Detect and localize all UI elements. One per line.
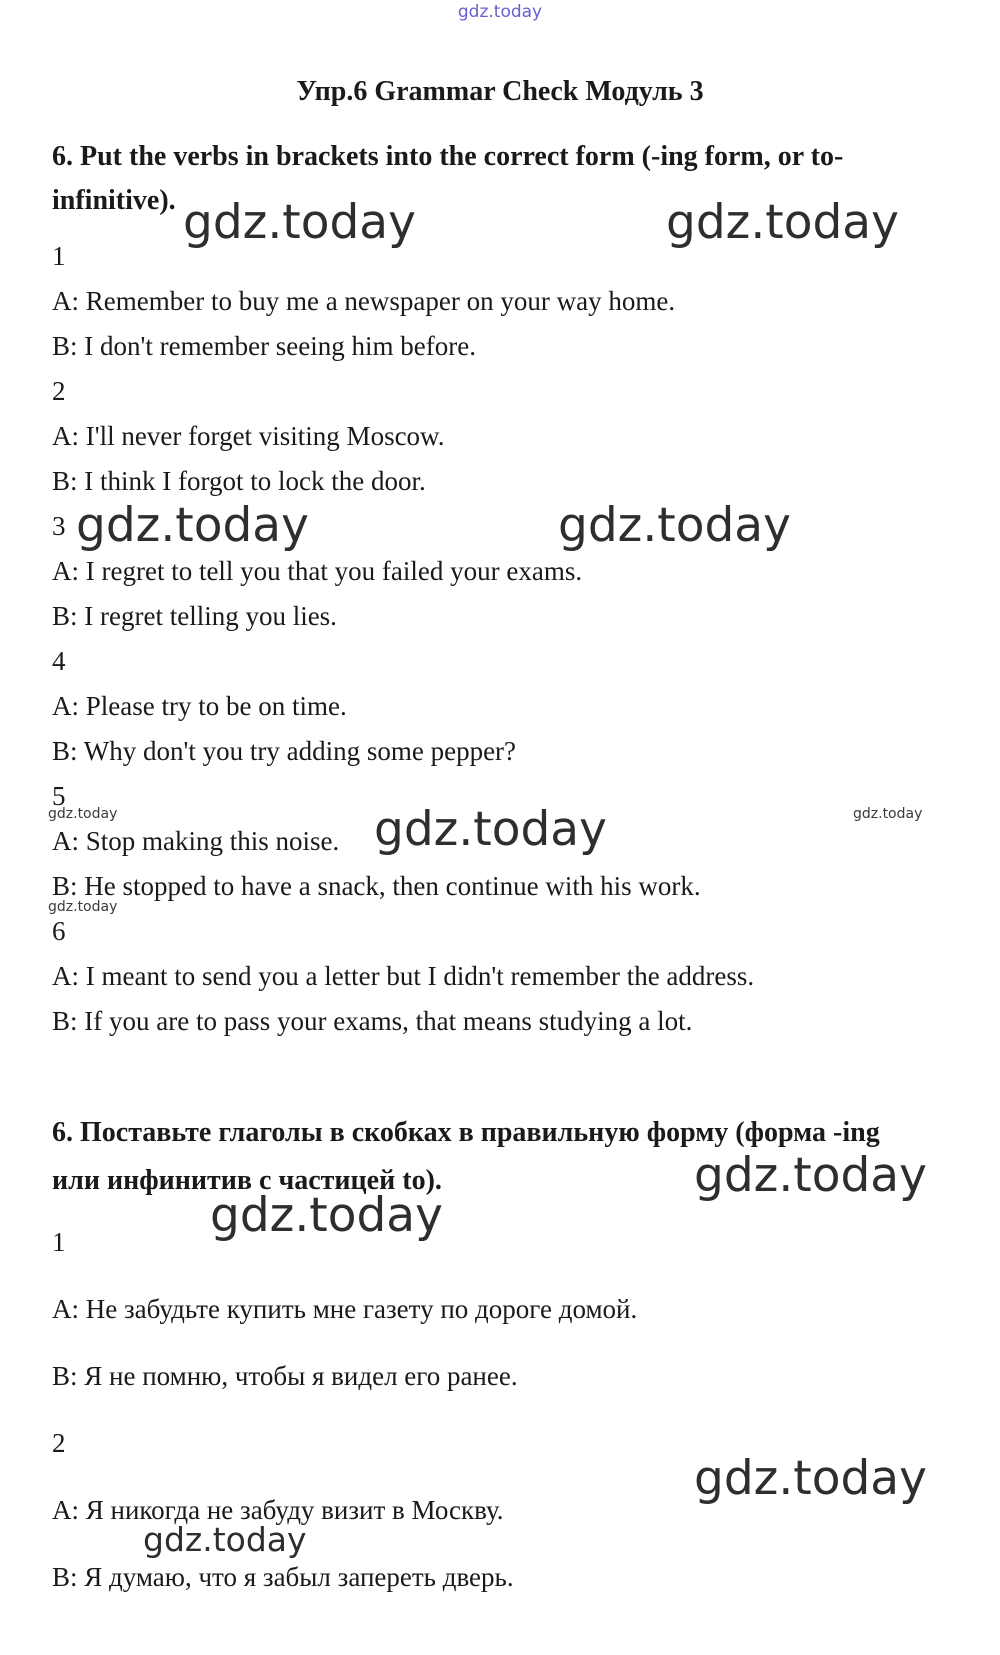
sentence-a: A: Я никогда не забуду визит в Москву. — [52, 1495, 504, 1525]
translation-heading-line-1: 6. Поставьте глаголы в скобках в правильную форму (форма -ing — [52, 1117, 880, 1148]
sentence-a: A: Stop making this noise. — [52, 826, 340, 856]
item-number: 1 — [52, 241, 66, 271]
watermark: gdz.today — [558, 498, 791, 553]
watermark: gdz.today — [183, 195, 416, 250]
item-number: 2 — [52, 1428, 66, 1458]
sentence-b: B: Я не помню, чтобы я видел его ранее. — [52, 1361, 518, 1391]
watermark-small: gdz.today — [48, 899, 118, 915]
watermark: gdz.today — [143, 1520, 307, 1559]
sentence-b: B: I regret telling you lies. — [52, 601, 337, 631]
sentence-a: A: Remember to buy me a newspaper on your way home. — [52, 286, 676, 316]
sentence-b: B: Я думаю, что я забыл запереть дверь. — [52, 1562, 514, 1592]
exercise-heading-line-2: infinitive). — [52, 185, 176, 216]
sentence-a: A: I meant to send you a letter but I didn't remember the address. — [52, 961, 755, 991]
sentence-b: B: If you are to pass your exams, that means studying a lot. — [52, 1006, 693, 1036]
watermark: gdz.today — [666, 195, 899, 250]
watermark-small: gdz.today — [48, 806, 118, 822]
item-number: 6 — [52, 916, 66, 946]
watermark-top: gdz.today — [457, 2, 543, 22]
watermark: gdz.today — [374, 802, 607, 857]
watermark-small: gdz.today — [853, 806, 923, 822]
page-title: Упр.6 Grammar Check Модуль 3 — [296, 76, 704, 107]
sentence-b: B: I don't remember seeing him before. — [52, 331, 476, 361]
sentence-a: A: I regret to tell you that you failed your exams. — [52, 556, 583, 586]
watermark: gdz.today — [694, 1451, 927, 1506]
watermark: gdz.today — [210, 1188, 443, 1243]
watermark: gdz.today — [694, 1148, 927, 1203]
exercise-heading-line-1: 6. Put the verbs in brackets into the correct form (-ing form, or to- — [52, 141, 844, 172]
sentence-a: A: Please try to be on time. — [52, 691, 347, 721]
sentence-b: B: Why don't you try adding some pepper? — [52, 736, 517, 766]
translation-heading-line-2: или инфинитив с частицей to). — [52, 1165, 442, 1196]
item-number: 5 — [52, 781, 66, 811]
item-number: 3 — [52, 511, 66, 541]
sentence-b: B: I think I forgot to lock the door. — [52, 466, 426, 496]
sentence-a: A: I'll never forget visiting Moscow. — [52, 421, 445, 451]
sentence-b: B: He stopped to have a snack, then continue with his work. — [52, 871, 701, 901]
item-number: 2 — [52, 376, 66, 406]
item-number: 1 — [52, 1227, 66, 1257]
watermark: gdz.today — [76, 498, 309, 553]
item-number: 4 — [52, 646, 66, 676]
sentence-a: A: Не забудьте купить мне газету по дороге домой. — [52, 1294, 638, 1324]
